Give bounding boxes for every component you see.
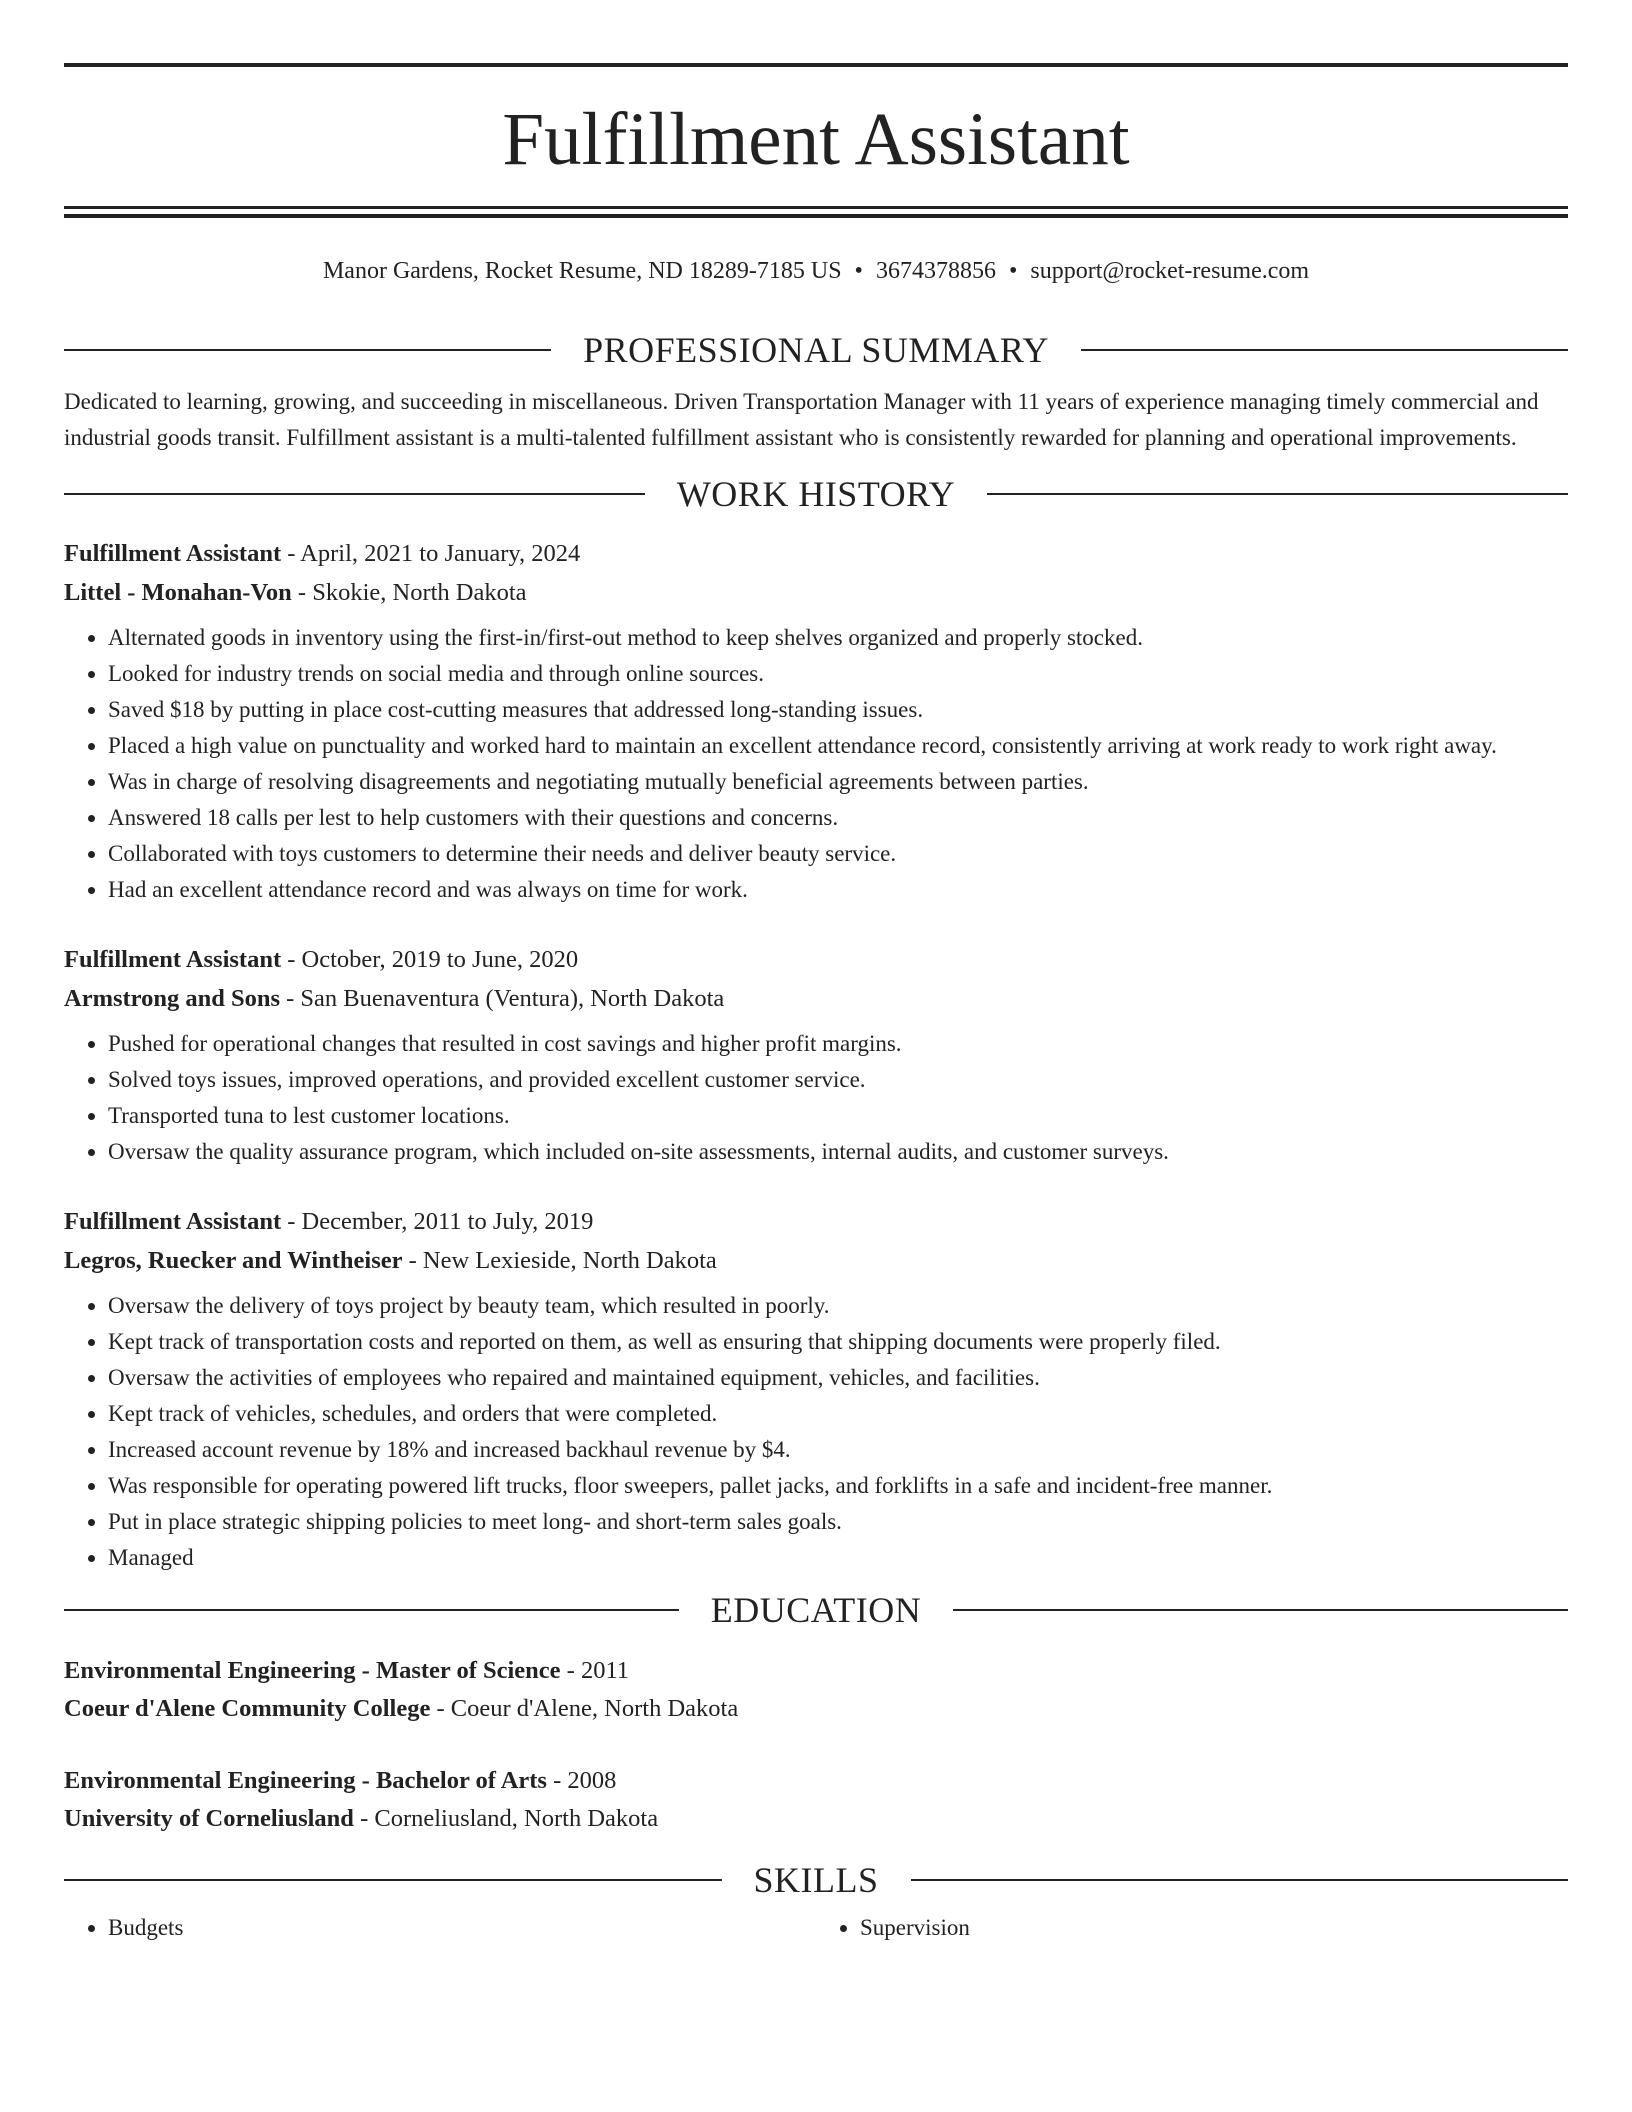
summary-text: Dedicated to learning, growing, and succeeding in miscellaneous. Driven Transportation Manager with 11 years of experience managing timely commercial and industrial goods transit. Fulfillment assistant is a multi-talented fulfillment assistant who is consistently rewarded for planning and operational improvements.: [64, 389, 1539, 450]
contact-phone: 3674378856: [875, 258, 996, 284]
job-bullets: [64, 1026, 1568, 1170]
skill-item: • Budgets: [108, 1910, 816, 1946]
double-rule: [64, 206, 1568, 218]
job-bullet: • Alternated goods in inventory using the first-in/first-out method to keep shelves organized and properly stocked.: [108, 620, 1568, 656]
skills-list: [64, 1910, 1568, 1946]
education-location: - Corneliusland, North Dakota: [353, 1805, 659, 1832]
section-rule-right: [987, 493, 1568, 495]
education-entry: [64, 1762, 1568, 1838]
job-bullet: • Pushed for operational changes that resulted in cost savings and higher profit margins.: [108, 1026, 1568, 1062]
job-bullet: • Oversaw the delivery of toys project by beauty team, which resulted in poorly.: [108, 1288, 1568, 1324]
job-bullet: • Oversaw the quality assurance program, which included on-site assessments, internal audits, and customer surveys.: [108, 1134, 1568, 1170]
education-degree-line: [64, 1762, 1568, 1800]
job-company-line: [64, 1241, 1568, 1280]
contact-line: [64, 256, 1568, 286]
summary-section-header: [64, 330, 1568, 370]
section-title-summary: PROFESSIONAL SUMMARY: [583, 330, 1049, 370]
section-title-education: EDUCATION: [710, 1590, 922, 1630]
job-bullet: • Was in charge of resolving disagreements and negotiating mutually beneficial agreements between parties.: [108, 764, 1568, 800]
section-rule-left: [64, 1609, 679, 1611]
section-rule-right: [953, 1609, 1568, 1611]
education-degree: Environmental Engineering - Master of Science: [64, 1657, 561, 1684]
job-entry: [64, 1202, 1568, 1576]
job-bullet: • Kept track of vehicles, schedules, and orders that were completed.: [108, 1396, 1568, 1432]
section-title-work: WORK HISTORY: [676, 474, 956, 514]
education-degree-line: [64, 1652, 1568, 1690]
job-bullet: • Was responsible for operating powered lift trucks, floor sweepers, pallet jacks, and forklifts in a safe and incident-free manner.: [108, 1468, 1568, 1504]
education-section-header: [64, 1590, 1568, 1630]
skills-column-right: [816, 1910, 1568, 1946]
job-company: Armstrong and Sons: [64, 985, 281, 1012]
job-company: Littel - Monahan-Von: [64, 579, 292, 606]
job-company: Legros, Ruecker and Wintheiser: [64, 1247, 403, 1274]
section-rule-left: [64, 1879, 722, 1881]
job-bullet: • Managed: [108, 1540, 1568, 1576]
job-bullet: • Collaborated with toys customers to determine their needs and deliver beauty service.: [108, 836, 1568, 872]
education-school: University of Corneliusland: [64, 1805, 354, 1832]
job-title: Fulfillment Assistant: [64, 1208, 282, 1235]
section-title-skills: SKILLS: [753, 1860, 879, 1900]
job-company-line: [64, 979, 1568, 1018]
job-bullet: • Put in place strategic shipping policies to meet long- and short-term sales goals.: [108, 1504, 1568, 1540]
job-bullet: • Answered 18 calls per lest to help customers with their questions and concerns.: [108, 800, 1568, 836]
job-title: Fulfillment Assistant: [64, 946, 282, 973]
section-rule-left: [64, 493, 645, 495]
job-dates: - April, 2021 to January, 2024: [281, 540, 581, 567]
education-location: - Coeur d'Alene, North Dakota: [430, 1695, 739, 1722]
education-year: - 2008: [546, 1767, 617, 1794]
job-location: - New Lexieside, North Dakota: [402, 1247, 717, 1274]
job-entry: [64, 534, 1568, 908]
job-bullets: [64, 620, 1568, 908]
education-degree: Environmental Engineering - Bachelor of Arts: [64, 1767, 547, 1794]
job-title-line: [64, 940, 1568, 979]
education-school: Coeur d'Alene Community College: [64, 1695, 431, 1722]
section-rule-right: [1081, 349, 1568, 351]
job-dates: - October, 2019 to June, 2020: [281, 946, 579, 973]
job-title-line: [64, 1202, 1568, 1241]
job-bullet: • Looked for industry trends on social media and through online sources.: [108, 656, 1568, 692]
education-entry: [64, 1652, 1568, 1728]
skills-section-header: [64, 1860, 1568, 1900]
education-school-line: [64, 1800, 1568, 1838]
job-bullet: • Saved $18 by putting in place cost-cutting measures that addressed long-standing issues.: [108, 692, 1568, 728]
resume-page: [64, 0, 1568, 1946]
job-dates: - December, 2011 to July, 2019: [281, 1208, 594, 1235]
job-location: - San Buenaventura (Ventura), North Dakota: [280, 985, 725, 1012]
job-bullet: • Transported tuna to lest customer locations.: [108, 1098, 1568, 1134]
top-rule: [64, 63, 1568, 67]
job-bullet: • Oversaw the activities of employees who repaired and maintained equipment, vehicles, and facilities.: [108, 1360, 1568, 1396]
section-rule-right: [911, 1879, 1569, 1881]
skill-item: • Supervision: [860, 1910, 1568, 1946]
contact-email: support@rocket-resume.com: [1030, 258, 1310, 284]
job-bullet: • Kept track of transportation costs and reported on them, as well as ensuring that shipping documents were properly filed.: [108, 1324, 1568, 1360]
education-year: - 2011: [560, 1657, 630, 1684]
job-title: Fulfillment Assistant: [64, 540, 282, 567]
job-entry: [64, 940, 1568, 1170]
job-title-line: [64, 534, 1568, 573]
work-section-header: [64, 474, 1568, 514]
contact-address: Manor Gardens, Rocket Resume, ND 18289-7185 US: [322, 258, 842, 284]
skills-column-left: [64, 1910, 816, 1946]
section-rule-left: [64, 349, 551, 351]
job-bullets: [64, 1288, 1568, 1576]
job-bullet: • Increased account revenue by 18% and increased backhaul revenue by $4.: [108, 1432, 1568, 1468]
job-bullet: • Solved toys issues, improved operations, and provided excellent customer service.: [108, 1062, 1568, 1098]
job-bullet: • Placed a high value on punctuality and worked hard to maintain an excellent attendance record, consistently arriving at work ready to work right away.: [108, 728, 1568, 764]
contact-separator: •: [854, 258, 863, 284]
job-bullet: • Had an excellent attendance record and was always on time for work.: [108, 872, 1568, 908]
education-school-line: [64, 1690, 1568, 1728]
contact-separator: •: [1008, 258, 1018, 284]
candidate-name: Fulfillment Assistant: [502, 98, 1130, 181]
job-company-line: [64, 573, 1568, 612]
job-location: - Skokie, North Dakota: [291, 579, 527, 606]
